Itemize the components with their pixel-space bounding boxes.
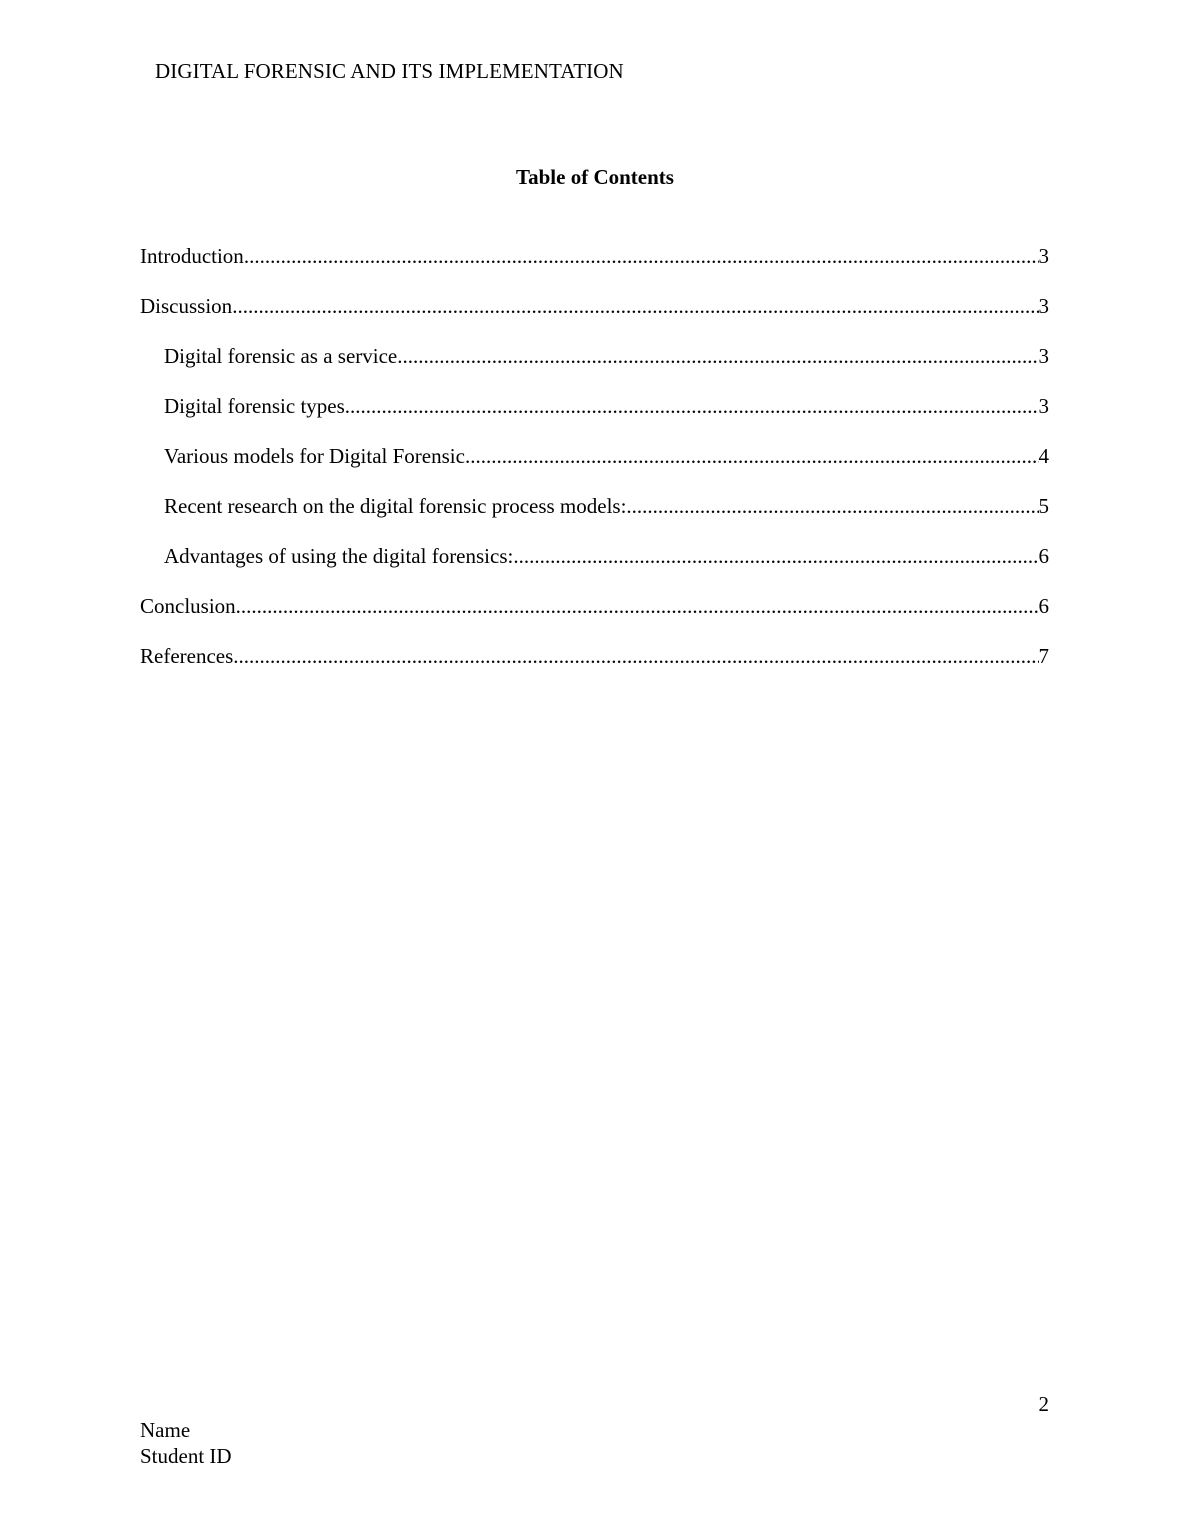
toc-entry-label: Conclusion xyxy=(140,594,236,618)
toc-entry-page: 6 xyxy=(1038,594,1049,618)
toc-entry-forensic-types[interactable] xyxy=(140,393,1049,443)
toc-entry-label: Various models for Digital Forensic xyxy=(164,444,465,468)
toc-entry-page: 3 xyxy=(1038,294,1049,318)
toc-entry-page: 6 xyxy=(1038,544,1049,568)
toc-dot-leader xyxy=(232,293,1038,319)
footer xyxy=(140,1417,232,1469)
toc-dot-leader xyxy=(233,643,1038,669)
toc-dot-leader xyxy=(626,493,1038,519)
page-number: 2 xyxy=(1038,1392,1049,1416)
toc-dot-leader xyxy=(236,593,1039,619)
toc-entry-label: Introduction xyxy=(140,244,244,268)
toc-entry-label: Digital forensic types xyxy=(164,394,345,418)
toc-entry-page: 7 xyxy=(1038,644,1049,668)
toc-entry-discussion[interactable] xyxy=(140,293,1049,343)
toc-entry-label: References xyxy=(140,644,234,668)
toc-dot-leader xyxy=(345,393,1039,419)
toc-entry-references[interactable] xyxy=(140,643,1049,693)
toc-entry-introduction[interactable] xyxy=(140,243,1049,293)
toc-entry-forensic-models[interactable] xyxy=(140,443,1049,493)
running-head: DIGITAL FORENSIC AND ITS IMPLEMENTATION xyxy=(155,59,624,83)
toc-dot-leader xyxy=(465,443,1039,469)
toc-entry-conclusion[interactable] xyxy=(140,593,1049,643)
toc-entry-label: Discussion xyxy=(140,294,233,318)
toc-entry-page: 3 xyxy=(1038,394,1049,418)
toc-entry-page: 4 xyxy=(1038,444,1049,468)
toc-entry-page: 3 xyxy=(1038,244,1049,268)
toc-dot-leader xyxy=(513,543,1038,569)
table-of-contents xyxy=(140,243,1049,693)
toc-entry-label: Advantages of using the digital forensics: xyxy=(164,544,514,568)
toc-entry-page: 5 xyxy=(1038,494,1049,518)
toc-title: Table of Contents xyxy=(516,165,674,189)
toc-entry-recent-research[interactable] xyxy=(140,493,1049,543)
footer-name: Name xyxy=(140,1418,191,1442)
toc-entry-page: 3 xyxy=(1038,344,1049,368)
toc-entry-label: Digital forensic as a service xyxy=(164,344,398,368)
toc-entry-advantages[interactable] xyxy=(140,543,1049,593)
toc-entry-forensic-as-service[interactable] xyxy=(140,343,1049,393)
footer-student-id: Student ID xyxy=(140,1444,232,1468)
toc-dot-leader xyxy=(244,243,1039,269)
toc-entry-label: Recent research on the digital forensic process models: xyxy=(164,494,627,518)
toc-dot-leader xyxy=(397,343,1038,369)
